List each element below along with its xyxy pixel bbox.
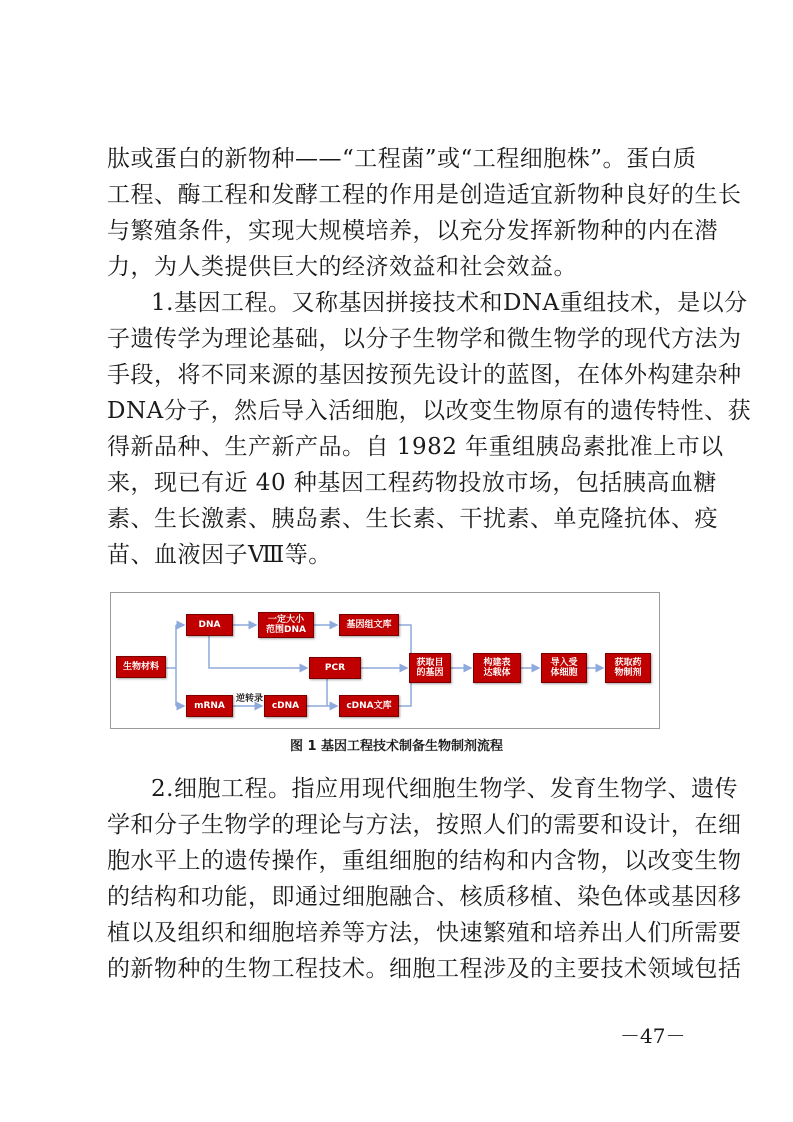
node-host-cell-line-2: 体细胞: [550, 668, 578, 678]
p2-line-1: 1.基因工程。又称基因拼接技术和DNA重组技术，是以分: [151, 290, 748, 316]
node-host-cell-line-1: 导入受: [550, 658, 578, 668]
p2-line-7: 素、生长激素、胰岛素、生长素、干扰素、单克隆抗体、疫: [107, 506, 718, 532]
node-drug: [605, 653, 651, 683]
node-mrna: mRNA: [186, 695, 233, 717]
node-bio-material: 生物材料: [116, 656, 166, 678]
p3-line-5: 植以及组织和细胞培养等方法，快速繁殖和培养出人们所需要: [107, 920, 742, 946]
p3-line-3: 胞水平上的遗传操作，重组细胞的结构和内含物，以改变生物: [107, 848, 742, 874]
p1-line-1: 肽或蛋白的新物种——“工程菌”或“工程细胞株”。蛋白质: [107, 146, 697, 172]
p1-line-2: 工程、酶工程和发酵工程的作用是创造适宜新物种良好的生长: [107, 182, 742, 208]
node-size-dna-line-2: 范围DNA: [266, 625, 306, 635]
p3-line-2: 学和分子生物学的理论与方法，按照人们的需要和设计，在细: [107, 812, 742, 838]
arrow-dna-pcr: [209, 636, 307, 668]
p2-line-8: 苗、血液因子Ⅷ等。: [107, 542, 332, 568]
arrow-cdna-pcr: [327, 678, 337, 706]
node-dna: DNA: [186, 614, 233, 636]
node-target-gene: [409, 653, 451, 683]
p3-line-4: 的结构和功能，即通过细胞融合、核质移植、染色体或基因移: [107, 884, 742, 910]
node-size-dna: [258, 612, 314, 638]
node-cdna-library: cDNA文库: [339, 695, 399, 717]
node-target-gene-line-2: 的基因: [416, 668, 444, 678]
p2-line-2: 子遗传学为理论基础，以分子生物学和微生物学的现代方法为: [107, 326, 742, 352]
node-expression-vector: [473, 653, 521, 683]
node-target-gene-line-1: 获取目: [416, 658, 444, 668]
p2-line-6: 来，现已有近 40 种基因工程药物投放市场，包括胰高血糖: [107, 470, 717, 496]
node-pcr: PCR: [309, 657, 361, 679]
p2-line-3: 手段，将不同来源的基因按预先设计的蓝图，在体外构建杂种: [107, 362, 742, 388]
node-expression-vector-line-1: 构建表: [483, 658, 511, 668]
page-number: －47－: [620, 1024, 686, 1048]
p3-line-6: 的新物种的生物工程技术。细胞工程涉及的主要技术领域包括: [107, 956, 742, 982]
p2-line-5: 得新品种、生产新产品。自 1982 年重组胰岛素批准上市以: [107, 434, 724, 460]
p1-line-3: 与繁殖条件，实现大规模培养，以充分发挥新物种的内在潜: [107, 218, 718, 244]
node-drug-line-1: 获取药: [614, 658, 642, 668]
node-cdna: cDNA: [264, 695, 307, 717]
p1-line-4: 力，为人类提供巨大的经济效益和社会效益。: [107, 254, 577, 280]
p3-line-1: 2.细胞工程。指应用现代细胞生物学、发育生物学、遗传: [151, 776, 738, 802]
node-genomic-library: 基因组文库: [339, 614, 399, 636]
p2-line-4: DNA分子，然后导入活细胞，以改变生物原有的遗传特性、获: [107, 398, 752, 424]
flowchart-figure: [110, 592, 660, 729]
node-host-cell: [541, 653, 587, 683]
node-drug-line-2: 物制剂: [614, 668, 642, 678]
figure-caption: 图 1 基因工程技术制备生物制剂流程: [289, 739, 504, 754]
node-size-dna-line-1: 一定大小: [267, 615, 304, 625]
node-expression-vector-line-2: 达载体: [483, 668, 511, 678]
label-reverse-transcription: 逆转录: [236, 694, 264, 704]
